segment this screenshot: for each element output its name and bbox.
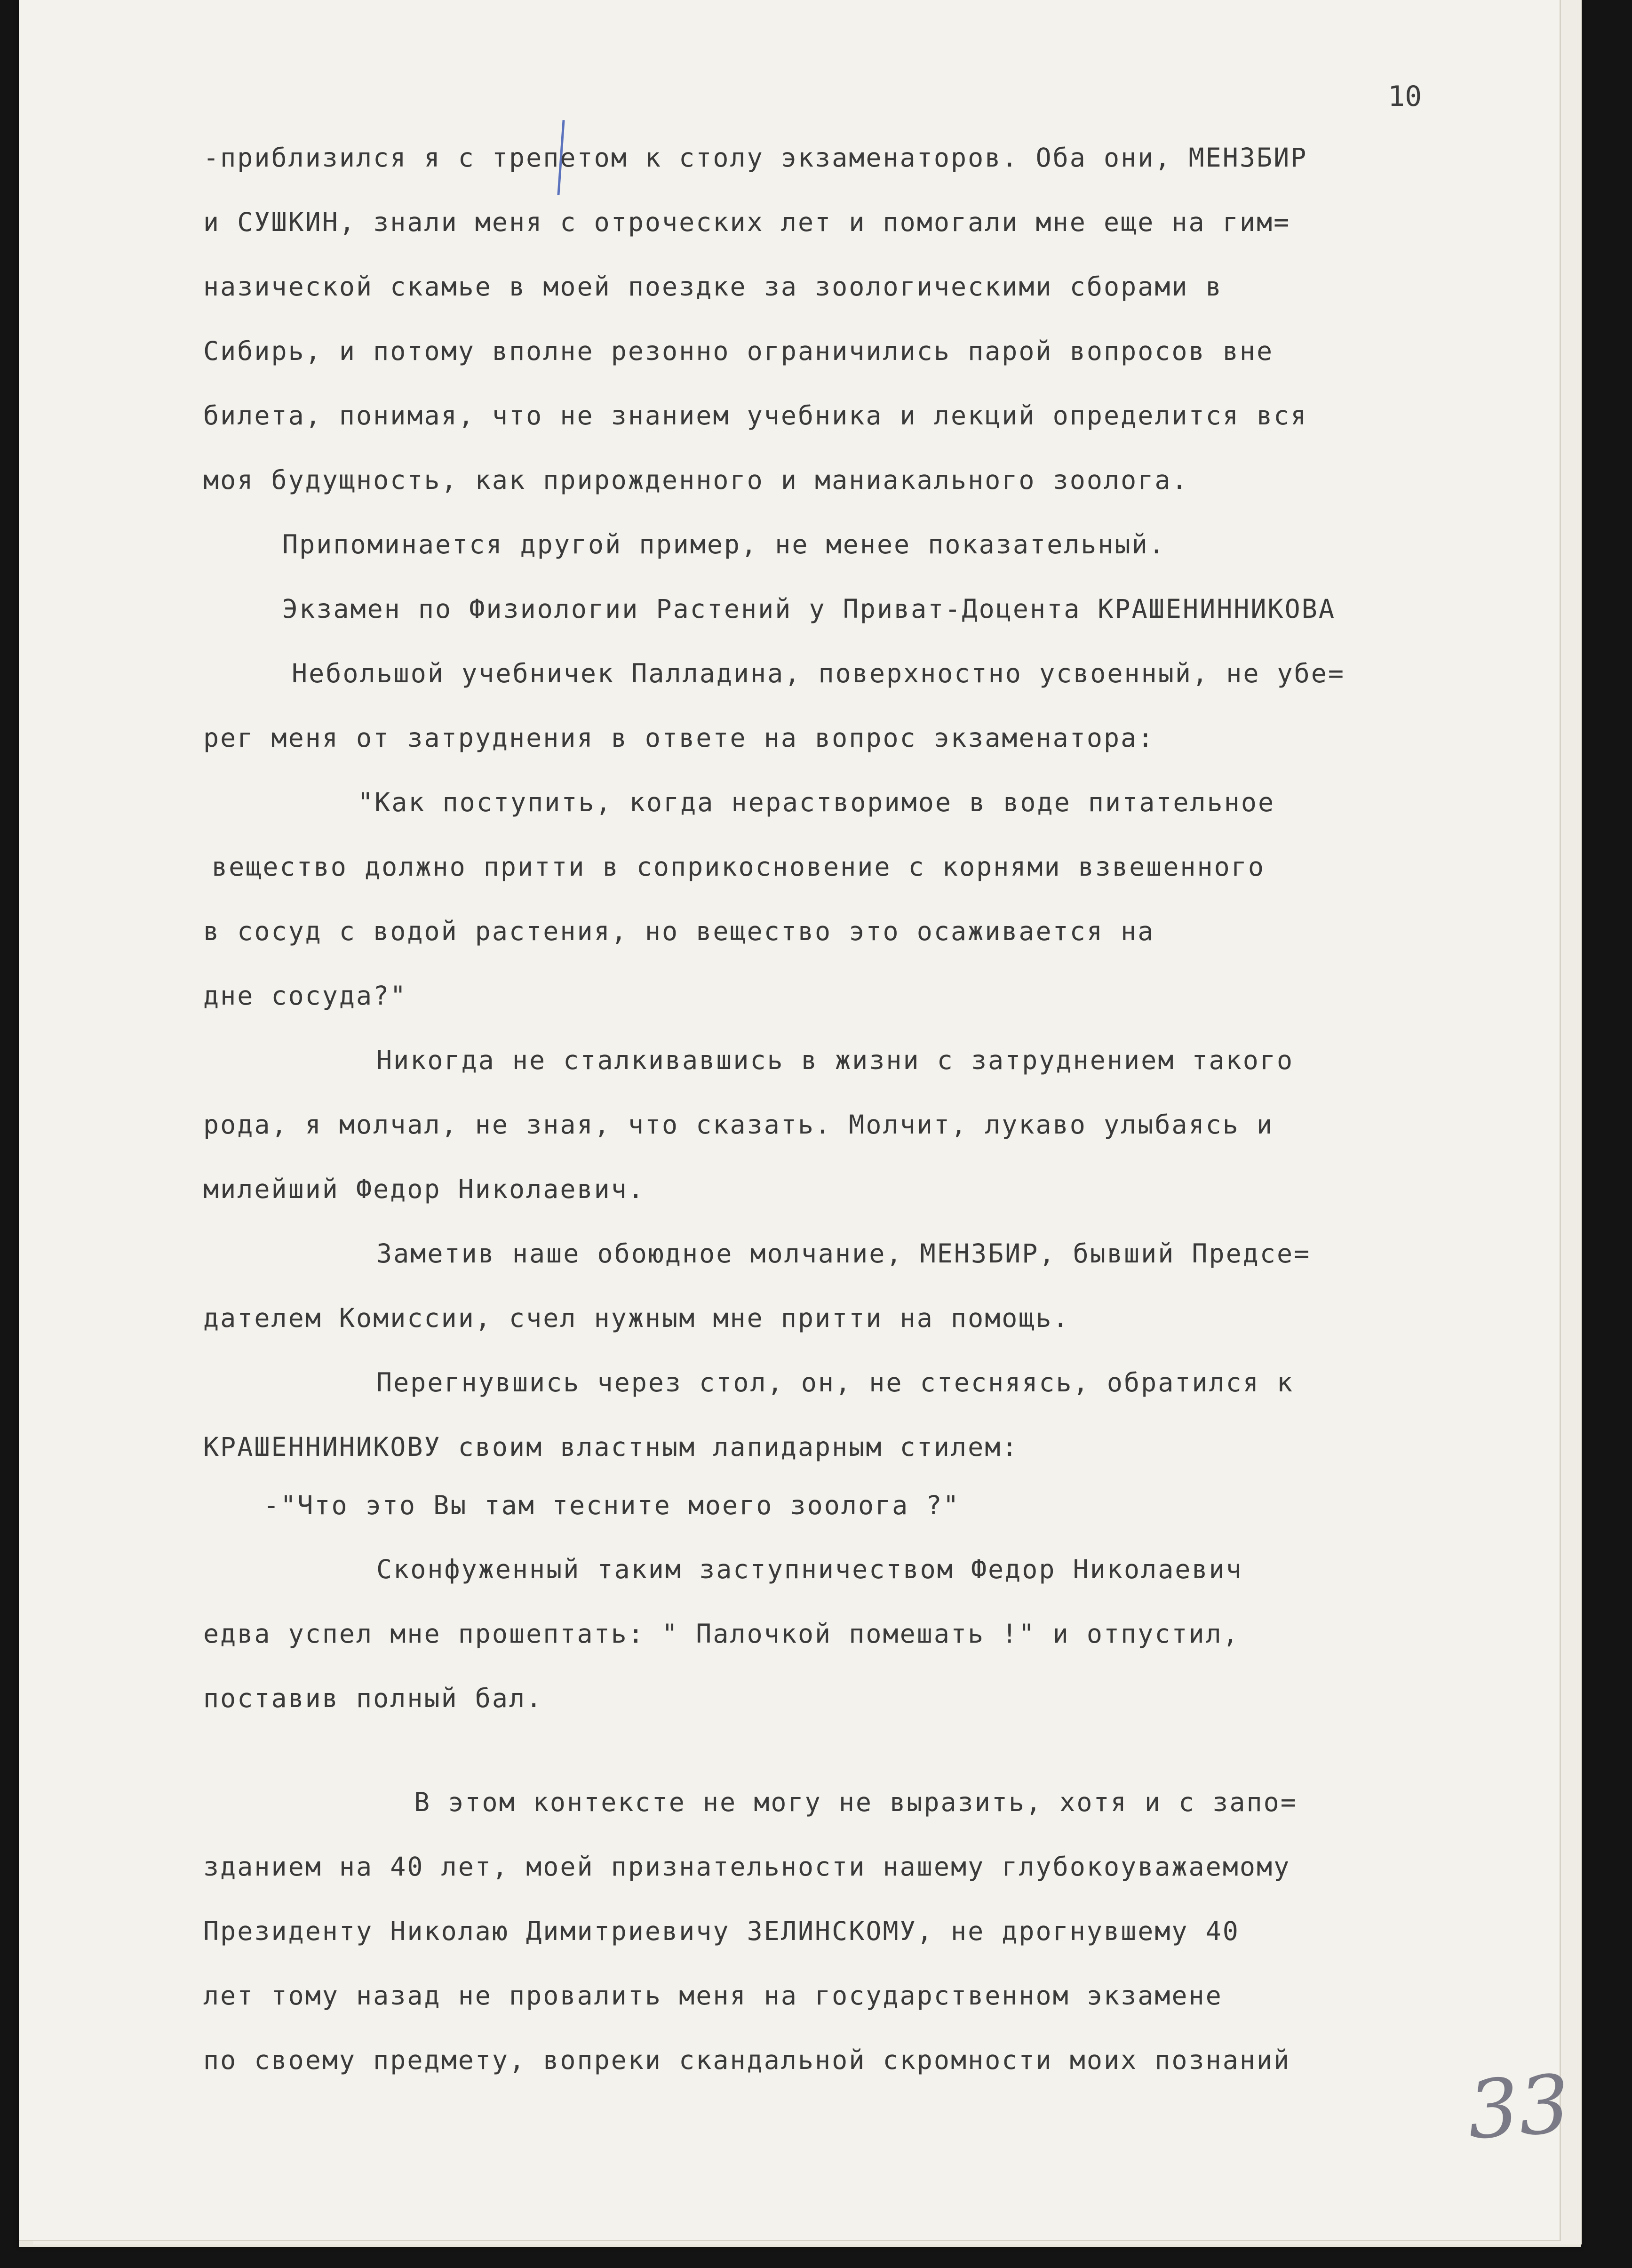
text-line: Заметив наше обоюдное молчание, МЕНЗБИР, бывший Предсе= xyxy=(376,1238,1311,1269)
text-line: дне сосуда?" xyxy=(203,981,407,1011)
text-line: Никогда не сталкивавшись в жизни с затруднением такого xyxy=(376,1045,1294,1075)
text-line: -"Что это Вы там тесните моего зоолога ?" xyxy=(263,1490,960,1520)
text-line: Сконфуженный таким заступничеством Федор Николаевич xyxy=(376,1554,1243,1584)
text-line: Президенту Николаю Димитриевичу ЗЕЛИНСКОМУ, не дрогнувшему 40 xyxy=(203,1916,1240,1946)
typewritten-page xyxy=(19,0,1573,2241)
page-number: 10 xyxy=(1388,80,1422,113)
text-line: по своему предмету, вопреки скандальной скромности моих познаний xyxy=(203,2045,1291,2075)
text-line: рода, я молчал, не зная, что сказать. Молчит, лукаво улыбаясь и xyxy=(203,1110,1274,1140)
text-line: "Как поступить, когда нерастворимое в воде питательное xyxy=(358,787,1275,817)
text-line: Перегнувшись через стол, он, не стесняясь, обратился к xyxy=(376,1367,1294,1398)
text-line: дателем Комиссии, счел нужным мне притти на помощь. xyxy=(203,1303,1070,1333)
text-line: -приблизился я с трепетом к столу экзаменаторов. Оба они, МЕНЗБИР xyxy=(203,143,1308,173)
text-line: поставив полный бал. xyxy=(203,1683,543,1713)
archive-page-number: 33 xyxy=(1465,2057,1573,2158)
text-line: в сосуд с водой растения, но вещество это осаживается на xyxy=(203,916,1155,946)
text-line: вещество должно притти в соприкосновение с корнями взвешенного xyxy=(212,852,1265,882)
text-line: билета, понимая, что не знанием учебника и лекций определится вся xyxy=(203,400,1308,431)
text-line: Припоминается другой пример, не менее показательный. xyxy=(282,529,1166,559)
text-line: едва успел мне прошептать: " Палочкой помешать !" и отпустил, xyxy=(203,1619,1240,1649)
text-line: Небольшой учебничек Палладина, поверхностно усвоенный, не убе= xyxy=(292,658,1345,688)
text-line: зданием на 40 лет, моей признательности нашему глубокоуважаемому xyxy=(203,1852,1291,1882)
typed-text-block xyxy=(19,0,1560,2240)
text-line: Экзамен по Физиологии Растений у Приват-Доцента КРАШЕНИННИКОВА xyxy=(282,594,1336,624)
text-line: В этом контексте не могу не выразить, хотя и с запо= xyxy=(414,1787,1298,1817)
text-line: милейший Федор Николаевич. xyxy=(203,1174,645,1204)
text-line: рег меня от затруднения в ответе на вопрос экзаменатора: xyxy=(203,723,1155,753)
text-line: и СУШКИН, знали меня с отроческих лет и помогали мне еще на гим= xyxy=(203,207,1291,237)
text-line: Сибирь, и потому вполне резонно ограничились парой вопросов вне xyxy=(203,336,1274,366)
text-line: КРАШЕННИНИКОВУ своим властным лапидарным стилем: xyxy=(203,1432,1019,1462)
text-line: лет тому назад не провалить меня на государственном экзамене xyxy=(203,1981,1223,2011)
text-line: моя будущность, как прирожденного и маниакального зоолога. xyxy=(203,465,1189,495)
text-line: назической скамье в моей поездке за зоологическими сборами в xyxy=(203,272,1223,302)
